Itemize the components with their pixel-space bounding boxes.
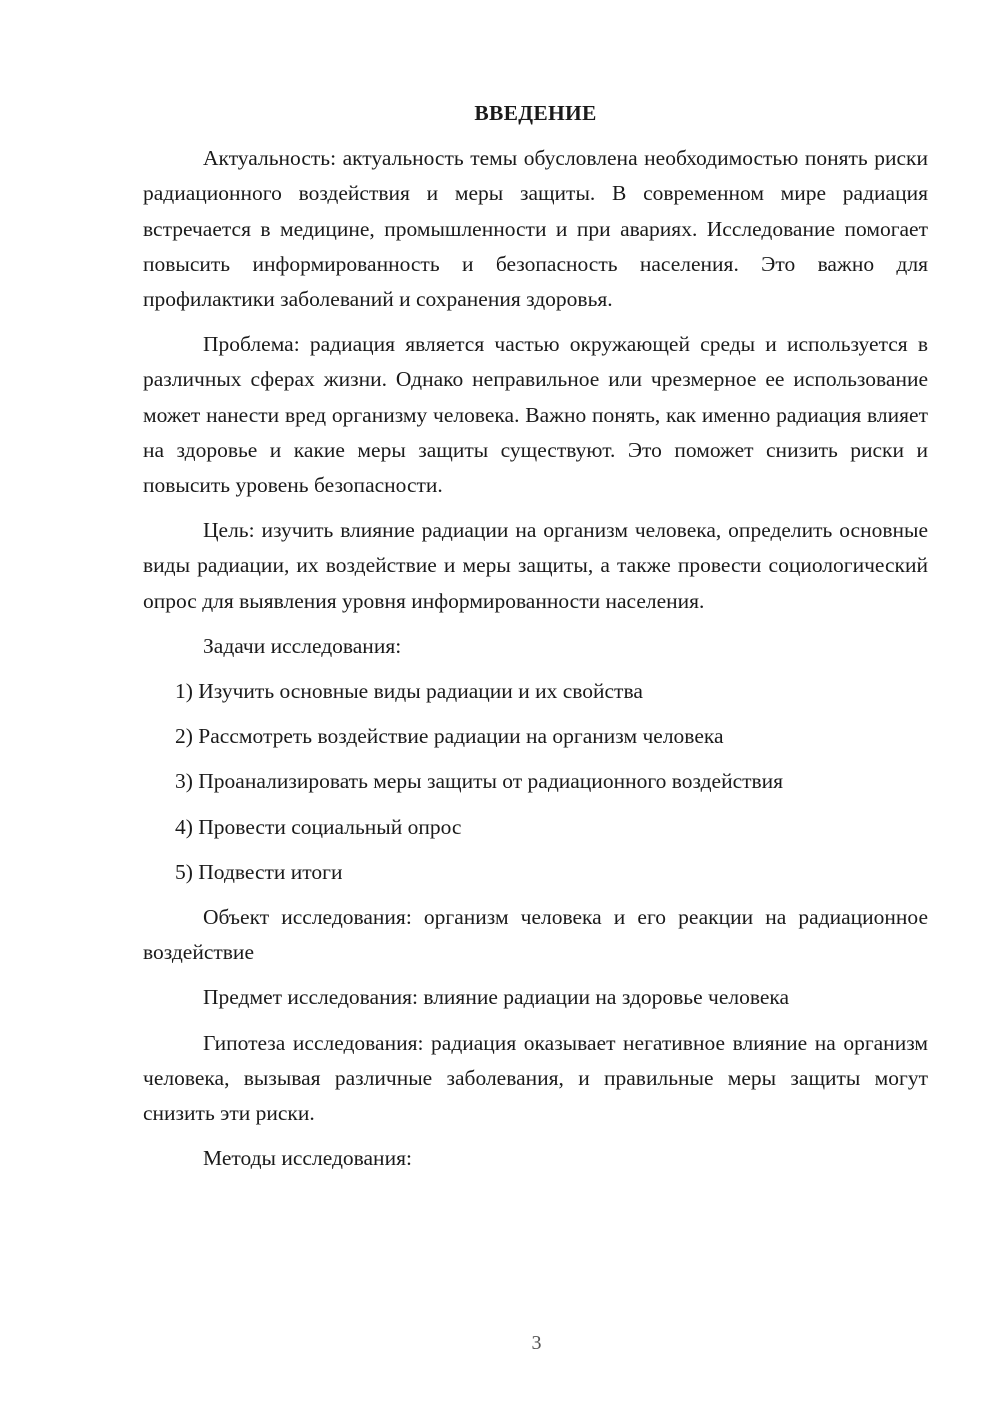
document-page — [143, 96, 928, 1186]
paragraph-problem: Проблема: радиация является частью окружающей среды и используется в различных сферах жизни. Однако неправильное или чрезмерное ее использование может нанести вред организму человека. Важно понять, как именно радиация влияет на здоровье и какие меры защиты существуют. Это поможет снизить риски и повысить уровень безопасности. — [143, 332, 928, 498]
paragraph-subject: Предмет исследования: влияние радиации на здоровье человека — [203, 985, 790, 1010]
paragraph-goal: Цель: изучить влияние радиации на организм человека, определить основные виды радиации, их воздействие и меры защиты, а также провести социологический опрос для выявления уровня информированности населения. — [143, 518, 928, 613]
task-item-4: 4) Провести социальный опрос — [175, 814, 462, 839]
task-item-1: 1) Изучить основные виды радиации и их свойства — [175, 679, 643, 704]
paragraph-methods: Методы исследования: — [203, 1146, 412, 1171]
page-number: 3 — [531, 1332, 542, 1354]
document-title: ВВЕДЕНИЕ — [474, 101, 597, 125]
tasks-heading: Задачи исследования: — [203, 633, 402, 658]
paragraph-object: Объект исследования: организм человека и его реакции на радиационное воздействие — [143, 905, 928, 965]
paragraph-hypothesis: Гипотеза исследования: радиация оказывает негативное влияние на организм человека, вызывая различные заболевания, и правильные меры защиты могут снизить эти риски. — [143, 1030, 928, 1126]
task-item-5: 5) Подвести итоги — [175, 859, 343, 884]
task-list — [143, 674, 928, 890]
paragraph-relevance: Актуальность: актуальность темы обусловлена необходимостью понять риски радиационного воздействия и меры защиты. В современном мире радиация встречается в медицине, промышленности и при авариях. Исследование помогает повысить информированность и безопасность населения. Это важно для профилактики заболеваний и сохранения здоровья. — [143, 146, 928, 312]
task-item-2: 2) Рассмотреть воздействие радиации на организм человека — [175, 724, 724, 749]
task-item-3: 3) Проанализировать меры защиты от радиационного воздействия — [175, 769, 784, 794]
